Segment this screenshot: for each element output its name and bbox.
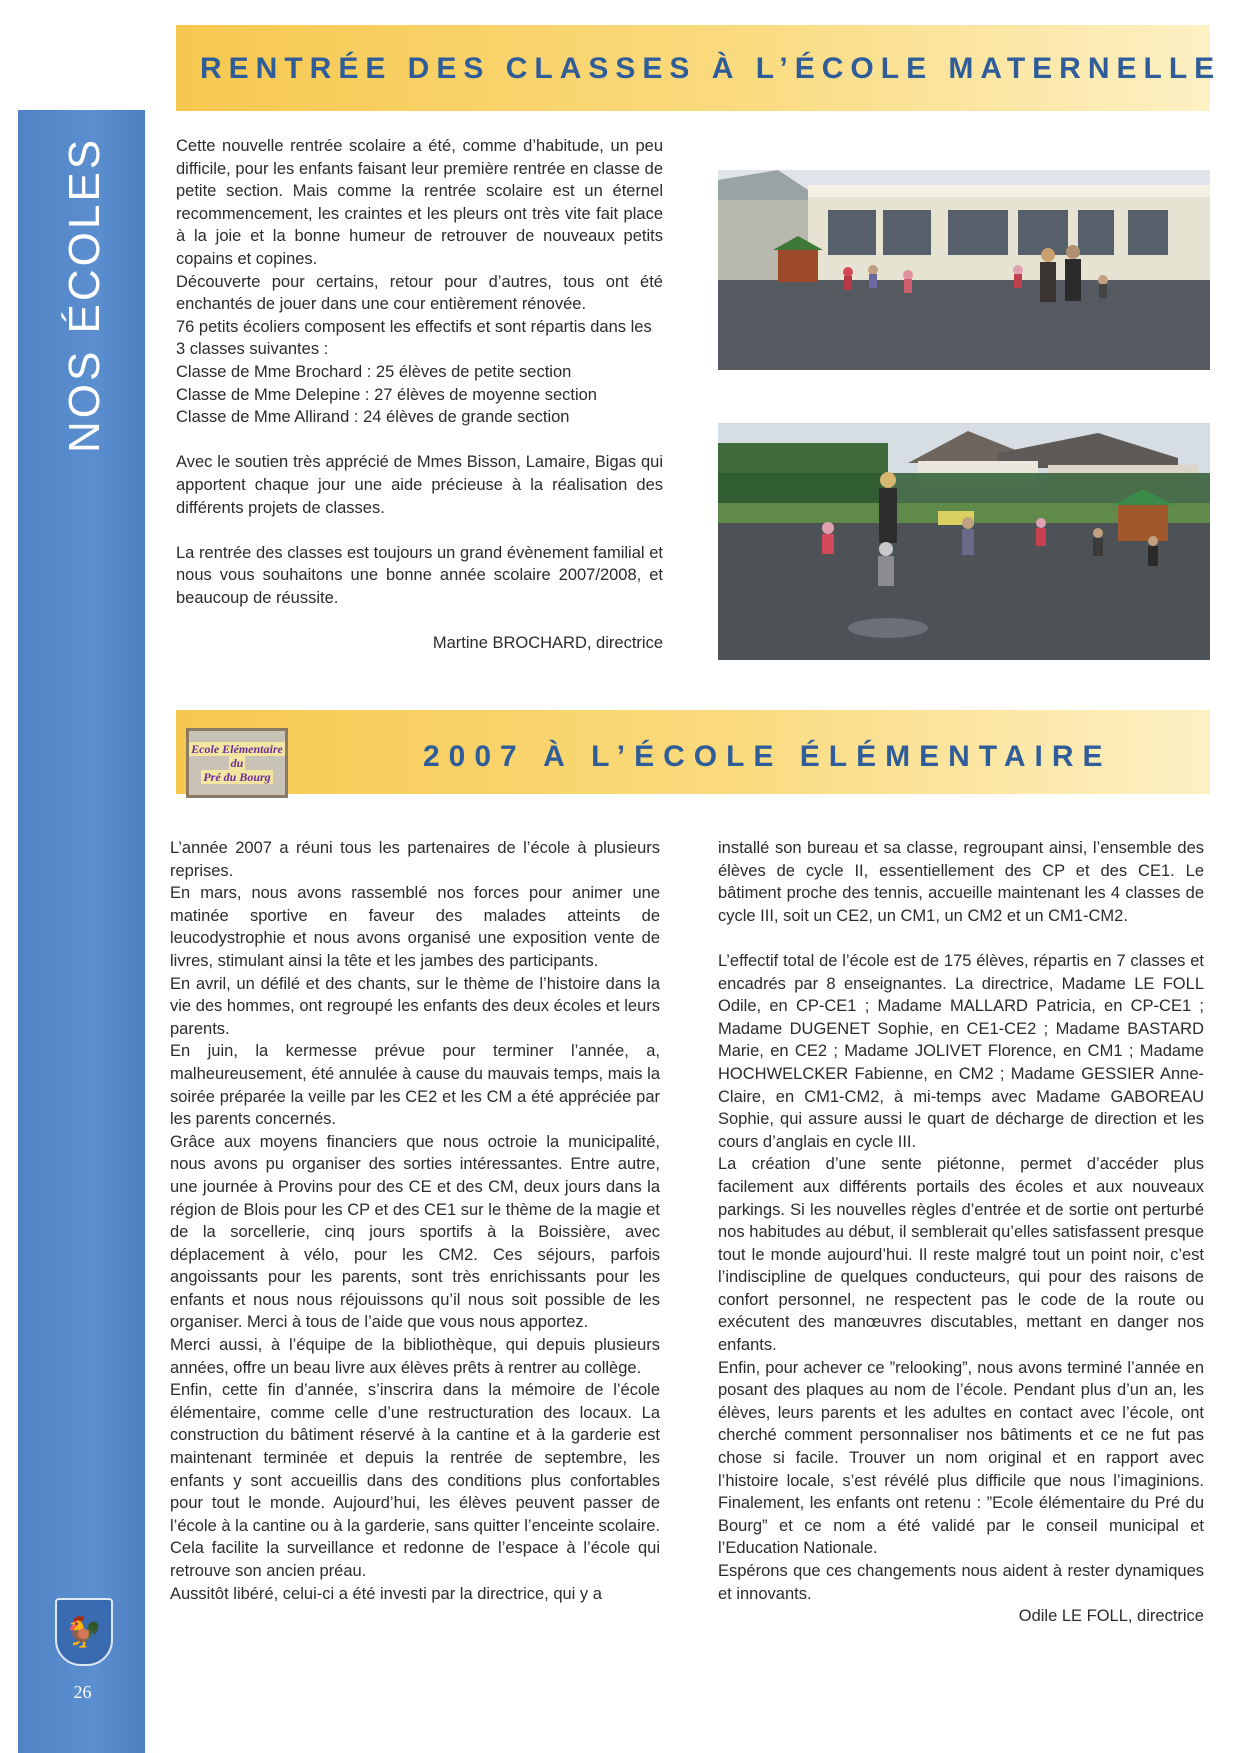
paragraph: En mars, nous avons rassemblé nos forces pour animer une matinée sportive en faveur des malades atteints de leucodystrophie et nous avons organisé une exposition vente de livres, stimulant ainsi la tête et les jambes des participants. bbox=[170, 884, 660, 970]
section2-signature: Odile LE FOLL, directrice bbox=[1018, 1607, 1204, 1626]
section2-title: 2007 À L’ÉCOLE ÉLÉMENTAIRE bbox=[423, 740, 1112, 773]
paragraph: Enfin, pour achever ce ”relooking”, nous avons terminé l’année en posant des plaques au nom de l’école. Pendant plus d’un an, les élèves, leurs parents et les adultes en contact avec l’école, ont cherché comment personnaliser nos bâtiments et ce ne fut pas chose si facile. Trouver un nom original et en rapport avec l’histoire locale, s’est révélé plus difficile que nous l’imaginions. Finalement, les enfants ont retenu : ”Ecole élémentaire du Pré du Bourg” et ce nom a été validé par le conseil municipal et l’Education Nationale. bbox=[718, 1358, 1204, 1558]
paragraph: Espérons que ces changements nous aident à rester dynamiques et innovants. bbox=[718, 1562, 1204, 1603]
paragraph: Enfin, cette fin d’année, s’inscrira dans la mémoire de l’école élémentaire, comme celle d’une restructuration des locaux. La construction du bâtiment réservé à la cantine et à la garderie est maintenant terminée et depuis la rentrée de septembre, les enfants y sont accueillis dans des conditions plus confortables pour tout le monde. Aujourd’hui, les élèves peuvent passer de l’école à la cantine ou à la garderie, sans quitter l’enceinte scolaire. Cela facilite la surveillance et redonne de l’espace à l’école qui retrouve son ancien préau. bbox=[170, 1381, 660, 1580]
school-building-photo bbox=[718, 170, 1210, 370]
section2-column-left bbox=[170, 837, 660, 1605]
sidebar-title-wrap bbox=[50, 135, 120, 455]
playground-photo bbox=[718, 423, 1210, 660]
sidebar-top-cap bbox=[18, 0, 145, 110]
school-name-plaque bbox=[186, 728, 288, 798]
paragraph: En avril, un défilé et des chants, sur le thème de l’histoire dans la vie des hommes, ont regroupé les enfants des deux écoles et leurs parents. bbox=[170, 974, 660, 1038]
paragraph: Cette nouvelle rentrée scolaire a été, comme d’habitude, un peu difficile, pour les enfants faisant leur première rentrée en classe de petite section. Mais comme la rentrée scolaire est un éternel recommencement, les craintes et les pleurs ont très vite fait place à la joie et la bonne humeur de retrouver de nouveaux petits copains et copines. bbox=[176, 137, 663, 268]
paragraph: La création d’une sente piétonne, permet d’accéder plus facilement aux différents portails des écoles et aux nouveaux parkings. Si les nouvelles règles d’entrée et de sortie ont perturbé nos habitudes au début, il semblerait qu’elles satisfassent presque tout le monde aujourd’hui. Il reste malgré tout un point noir, c’est l’indiscipline de quelques conducteurs, qui pour des raisons de confort personnel, ne respectent pas le code de la route ou exécutent des manœuvres discutables, mettant en danger nos enfants. bbox=[718, 1155, 1204, 1355]
paragraph: En juin, la kermesse prévue pour terminer l’année, a, malheureusement, été annulée à cause du mauvais temps, mais la soirée préparée la veille par les CE2 et les CM a été appréciée par les parents concernés. bbox=[170, 1042, 660, 1129]
class-list-item: Classe de Mme Brochard : 25 élèves de petite section bbox=[176, 362, 572, 381]
page-number: 26 bbox=[73, 1682, 92, 1702]
section1-article bbox=[176, 135, 663, 655]
plaque-line: Ecole Elémentaire bbox=[191, 742, 283, 756]
section2-column-right bbox=[718, 837, 1204, 1628]
section1-signature: Martine BROCHARD, directrice bbox=[432, 634, 663, 653]
paragraph: L’effectif total de l’école est de 175 élèves, répartis en 7 classes et encadrés par 8 enseignantes. La directrice, Madame LE FOLL Odile, en CP-CE1 ; Madame MALLARD Patricia, en CP-CE1 ; Madame DUGENET Sophie, en CE1-CE2 ; Madame BASTARD Marie, en CE2 ; Madame JOLIVET Florence, en CM1 ; Madame HOCHWELCKER Fabienne, en CM2 ; Madame GESSIER Anne-Claire, en CM1-CM2, à mi-temps avec Madame GABOREAU Sophie, qui assure aussi le quart de décharge de direction et les cours d’anglais en cycle III. bbox=[718, 951, 1204, 1151]
paragraph: Grâce aux moyens financiers que nous octroie la municipalité, nous avons pu organiser des sorties intéressantes. Entre autre, une journée à Provins pour des CE et des CM, deux jours dans la région de Blois pour les CP et des CE1 sur le thème de la magie et de la sorcellerie, cinq jours sportifs à la Boissière, avec déplacement à vélo, pour les CM2. Ces séjours, parfois angoissants pour les parents, sont très enrichissants pour les enfants et nous nous réjouissons qu’il nous soit possible de les organiser. Merci à tous de l’aide que vous nous apportez. bbox=[170, 1132, 660, 1332]
paragraph: Avec le soutien très apprécié de Mmes Bisson, Lamaire, Bigas qui apportent chaque jour une aide précieuse à la réalisation des différents projets de classes. bbox=[176, 453, 663, 517]
plaque-line: du bbox=[230, 756, 244, 770]
class-list-item: Classe de Mme Allirand : 24 élèves de grande section bbox=[176, 408, 570, 427]
section1-title: RENTRÉE DES CLASSES À L’ÉCOLE MATERNELLE bbox=[200, 52, 1222, 85]
paragraph: La rentrée des classes est toujours un grand évènement familial et nous vous souhaitons une bonne année scolaire 2007/2008, et beaucoup de réussite. bbox=[176, 543, 663, 607]
paragraph: Découverte pour certains, retour pour d’autres, tous ont été enchantés de jouer dans une cour entièrement rénovée. bbox=[176, 272, 663, 314]
paragraph: installé son bureau et sa classe, regroupant ainsi, l’ensemble des élèves de cycle II, essentiellement des CP et des CE1. Le bâtiment proche des tennis, accueille maintenant les 4 classes de cycle III, soit un CE2, un CM1, un CM2 et un CM1-CM2. bbox=[718, 839, 1204, 925]
rooster-icon: 🐓 bbox=[55, 1598, 113, 1666]
paragraph: 76 petits écoliers composent les effectifs et sont répartis dans les 3 classes suivantes : bbox=[176, 317, 652, 359]
paragraph: Merci aussi, à l’équipe de la bibliothèque, qui depuis plusieurs années, offre un beau livre aux élèves prêts à rentrer au collège. bbox=[170, 1336, 660, 1377]
plaque-line: Pré du Bourg bbox=[203, 770, 271, 784]
sidebar-title: NOS ÉCOLES bbox=[60, 136, 109, 454]
paragraph: Aussitôt libéré, celui-ci a été investi par la directrice, qui y a bbox=[170, 1584, 602, 1603]
class-list-item: Classe de Mme Delepine : 27 élèves de moyenne section bbox=[176, 385, 597, 404]
paragraph: L’année 2007 a réuni tous les partenaires de l’école à plusieurs reprises. bbox=[170, 839, 660, 880]
